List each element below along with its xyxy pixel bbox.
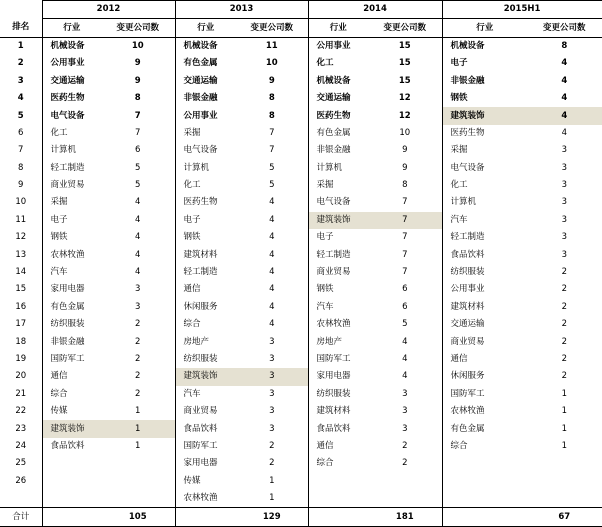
rank-header: 排名 <box>0 19 42 37</box>
industry-cell: 纺织服装 <box>42 316 101 333</box>
total-row <box>0 508 602 526</box>
industry-cell: 公用事业 <box>442 281 527 298</box>
count-cell: 7 <box>402 267 408 278</box>
count-cell: 7 <box>269 127 275 138</box>
count-cell: 1 <box>135 440 141 451</box>
count-cell: 2 <box>135 336 141 347</box>
industry-cell: 计算机 <box>442 194 527 211</box>
count-cell: 1 <box>269 475 275 486</box>
industry-cell <box>442 455 527 472</box>
industry-cell: 农林牧渔 <box>308 316 368 333</box>
count-cell: 8 <box>134 93 141 104</box>
industry-cell: 电气设备 <box>442 160 527 177</box>
count-cell: 10 <box>399 127 411 138</box>
count-cell: 3 <box>527 142 602 159</box>
industry-cell: 综合 <box>42 386 101 403</box>
count-cell: 2 <box>135 319 141 330</box>
count-cell: 2 <box>527 368 602 385</box>
count-cell: 5 <box>135 180 141 191</box>
count-cell: 3 <box>236 368 308 385</box>
industry-cell: 食品饮料 <box>308 420 368 437</box>
industry-cell: 房地产 <box>175 333 236 350</box>
industry-cell: 采掘 <box>308 177 368 194</box>
count-cell: 3 <box>527 160 602 177</box>
total-2014: 181 <box>368 508 442 526</box>
count-cell: 2 <box>527 281 602 298</box>
count-cell: 6 <box>402 301 408 312</box>
table-row <box>0 473 602 490</box>
industry-cell: 采掘 <box>42 194 101 211</box>
rank-cell: 19 <box>15 354 27 364</box>
count-cell: 3 <box>527 229 602 246</box>
count-cell: 2 <box>402 458 408 469</box>
industry-cell: 国防军工 <box>42 351 101 368</box>
count-cell: 3 <box>135 284 141 295</box>
table-row <box>0 194 602 211</box>
count-cell: 15 <box>398 58 411 69</box>
count-cell: 4 <box>402 354 408 364</box>
count-cell: 4 <box>402 336 408 347</box>
industry-cell: 非银金融 <box>308 142 368 159</box>
rank-cell: 5 <box>17 110 24 121</box>
count-cell: 1 <box>527 438 602 455</box>
industry-cell: 通信 <box>175 281 236 298</box>
industry-cell: 轻工制造 <box>442 229 527 246</box>
count-cell: 3 <box>269 388 275 399</box>
table-row <box>0 229 602 246</box>
count-cell: 4 <box>135 197 141 208</box>
table-row <box>0 490 602 508</box>
count-cell: 4 <box>269 197 275 208</box>
industry-cell: 机械设备 <box>442 37 527 55</box>
industry-cell <box>442 490 527 508</box>
count-cell: 9 <box>402 145 408 156</box>
industry-cell: 公用事业 <box>175 107 236 124</box>
count-cell: 2 <box>527 299 602 316</box>
industry-cell: 有色金属 <box>308 125 368 142</box>
count-cell: 1 <box>135 406 141 417</box>
industry-cell: 建筑装饰 <box>442 107 527 124</box>
count-cell <box>527 473 602 490</box>
table-row <box>0 351 602 368</box>
count-cell: 9 <box>402 162 408 173</box>
industry-cell <box>42 455 101 472</box>
count-cell: 4 <box>402 371 408 382</box>
table-row <box>0 438 602 455</box>
industry-cell: 医药生物 <box>308 107 368 124</box>
count-cell: 4 <box>527 73 602 90</box>
table-row <box>0 90 602 107</box>
count-cell: 4 <box>269 232 275 243</box>
rank-cell: 25 <box>15 458 27 469</box>
count-cell: 3 <box>527 212 602 229</box>
industry-cell: 钢铁 <box>308 281 368 298</box>
rank-cell: 12 <box>15 232 27 243</box>
rank-cell: 4 <box>17 93 24 104</box>
count-cell <box>527 455 602 472</box>
industry-cell: 休闲服务 <box>442 368 527 385</box>
total-label: 合计 <box>0 508 42 526</box>
rank-cell: 11 <box>15 214 27 225</box>
table-row <box>0 386 602 403</box>
industry-cell <box>42 490 101 508</box>
count-cell <box>368 473 442 490</box>
count-cell: 12 <box>398 93 411 104</box>
industry-cell: 汽车 <box>175 386 236 403</box>
industry-cell: 化工 <box>442 177 527 194</box>
count-cell: 4 <box>527 107 602 124</box>
count-cell: 15 <box>398 75 411 86</box>
industry-cell: 采掘 <box>175 125 236 142</box>
industry-cell: 房地产 <box>308 333 368 350</box>
industry-cell: 食品饮料 <box>175 420 236 437</box>
count-cell: 9 <box>134 75 141 86</box>
count-cell: 2 <box>527 351 602 368</box>
industry-cell: 汽车 <box>442 212 527 229</box>
industry-cell: 轻工制造 <box>42 160 101 177</box>
count-cell: 11 <box>265 40 278 51</box>
count-cell: 3 <box>402 406 408 417</box>
year-2014: 2014 <box>308 1 442 19</box>
count-cell <box>527 490 602 508</box>
count-cell: 2 <box>135 388 141 399</box>
count-cell: 8 <box>402 180 408 191</box>
total-spacer <box>308 508 368 526</box>
count-cell: 7 <box>368 212 442 229</box>
industry-cell: 通信 <box>308 438 368 455</box>
count-cell: 2 <box>527 316 602 333</box>
table-body <box>0 37 602 508</box>
count-cell: 5 <box>269 180 275 191</box>
industry-cell: 电子 <box>42 212 101 229</box>
industry-cell: 国防军工 <box>175 438 236 455</box>
industry-cell: 家用电器 <box>308 368 368 385</box>
count-cell: 4 <box>135 214 141 225</box>
count-cell: 4 <box>269 319 275 330</box>
rank-cell: 6 <box>18 127 24 138</box>
count-cell: 1 <box>527 403 602 420</box>
count-cell: 2 <box>135 371 141 382</box>
rank-cell <box>0 490 42 508</box>
count-cell: 4 <box>269 214 275 225</box>
count-cell: 8 <box>527 37 602 55</box>
count-cell: 4 <box>269 249 275 260</box>
rank-cell: 13 <box>15 249 27 260</box>
industry-cell: 农林牧渔 <box>175 490 236 508</box>
table-row <box>0 37 602 55</box>
industry-cell: 食品饮料 <box>42 438 101 455</box>
count-cell: 9 <box>134 58 141 69</box>
table-row <box>0 455 602 472</box>
count-cell: 6 <box>402 284 408 295</box>
rank-cell: 1 <box>17 40 24 51</box>
count-header: 变更公司数 <box>101 19 175 37</box>
industry-header: 行业 <box>442 19 527 37</box>
count-cell <box>101 455 175 472</box>
count-cell: 2 <box>402 440 408 451</box>
count-cell: 3 <box>269 423 275 434</box>
industry-cell: 建筑材料 <box>175 246 236 263</box>
industry-cell: 钢铁 <box>42 229 101 246</box>
table-row <box>0 107 602 124</box>
rank-cell: 3 <box>17 75 24 86</box>
industry-cell: 传媒 <box>175 473 236 490</box>
count-cell: 3 <box>269 406 275 417</box>
count-cell: 4 <box>269 301 275 312</box>
industry-cell: 公用事业 <box>42 55 101 72</box>
count-cell: 4 <box>527 55 602 72</box>
industry-cell: 汽车 <box>42 264 101 281</box>
count-cell: 3 <box>402 388 408 399</box>
rank-cell: 2 <box>17 58 24 69</box>
industry-cell: 建筑装饰 <box>175 368 236 385</box>
industry-cell: 建筑材料 <box>308 403 368 420</box>
count-cell: 2 <box>527 264 602 281</box>
industry-cell: 有色金属 <box>175 55 236 72</box>
industry-cell: 交通运输 <box>42 73 101 90</box>
industry-cell: 农林牧渔 <box>42 246 101 263</box>
table-row <box>0 368 602 385</box>
table-row <box>0 299 602 316</box>
industry-cell: 采掘 <box>442 142 527 159</box>
count-cell: 1 <box>527 386 602 403</box>
count-cell: 4 <box>527 90 602 107</box>
industry-cell: 汽车 <box>308 299 368 316</box>
year-2013: 2013 <box>175 1 308 19</box>
industry-cell: 休闲服务 <box>175 299 236 316</box>
industry-cell: 商业贸易 <box>175 403 236 420</box>
count-cell: 5 <box>402 319 408 330</box>
count-cell: 1 <box>527 420 602 437</box>
industry-cell: 农林牧渔 <box>442 403 527 420</box>
industry-cell <box>308 490 368 508</box>
industry-cell <box>42 473 101 490</box>
industry-cell: 化工 <box>42 125 101 142</box>
table-row <box>0 177 602 194</box>
rank-cell: 18 <box>15 336 27 347</box>
industry-cell: 传媒 <box>42 403 101 420</box>
count-header: 变更公司数 <box>236 19 308 37</box>
industry-cell: 通信 <box>442 351 527 368</box>
count-cell: 7 <box>402 249 408 260</box>
industry-header: 行业 <box>308 19 368 37</box>
rank-cell: 16 <box>15 301 27 312</box>
count-header: 变更公司数 <box>527 19 602 37</box>
industry-cell: 综合 <box>442 438 527 455</box>
table-row <box>0 281 602 298</box>
year-2012: 2012 <box>42 1 175 19</box>
count-cell: 3 <box>527 246 602 263</box>
rank-cell: 17 <box>15 319 27 330</box>
total-2015h1: 67 <box>527 508 602 526</box>
industry-cell: 国防军工 <box>308 351 368 368</box>
industry-cell: 纺织服装 <box>308 386 368 403</box>
count-cell: 5 <box>269 162 275 173</box>
count-cell: 1 <box>269 493 275 504</box>
industry-cell: 电子 <box>175 212 236 229</box>
count-cell: 2 <box>527 333 602 350</box>
table-row <box>0 246 602 263</box>
industry-cell: 非银金融 <box>42 333 101 350</box>
industry-cell: 建筑装饰 <box>42 420 101 437</box>
industry-cell: 计算机 <box>175 160 236 177</box>
count-cell: 7 <box>402 197 408 208</box>
count-cell: 5 <box>135 162 141 173</box>
industry-header: 行业 <box>42 19 101 37</box>
total-spacer <box>42 508 101 526</box>
industry-cell: 电气设备 <box>308 194 368 211</box>
industry-cell: 纺织服装 <box>175 351 236 368</box>
count-cell: 12 <box>398 110 411 121</box>
table-row <box>0 55 602 72</box>
count-cell <box>101 490 175 508</box>
industry-cell: 纺织服装 <box>442 264 527 281</box>
rank-cell: 10 <box>15 197 27 208</box>
industry-cell: 化工 <box>308 55 368 72</box>
industry-cell: 国防军工 <box>442 386 527 403</box>
count-cell: 6 <box>135 145 141 156</box>
count-cell: 3 <box>135 301 141 312</box>
industry-cell: 电气设备 <box>175 142 236 159</box>
industry-cell: 食品饮料 <box>442 246 527 263</box>
industry-cell: 建筑装饰 <box>308 212 368 229</box>
count-cell: 8 <box>268 93 275 104</box>
table-row <box>0 316 602 333</box>
industry-cell: 交通运输 <box>308 90 368 107</box>
count-cell: 2 <box>269 440 275 451</box>
industry-cell: 轻工制造 <box>175 264 236 281</box>
count-cell: 10 <box>265 58 278 69</box>
count-cell <box>101 473 175 490</box>
table-row <box>0 73 602 90</box>
rank-cell: 26 <box>15 475 27 486</box>
count-cell: 7 <box>135 127 141 138</box>
count-cell: 3 <box>527 177 602 194</box>
industry-cell: 钢铁 <box>442 90 527 107</box>
industry-cell: 商业贸易 <box>42 177 101 194</box>
table-row <box>0 403 602 420</box>
corner-cell <box>0 1 42 19</box>
count-cell: 8 <box>268 110 275 121</box>
count-cell: 2 <box>135 354 141 364</box>
count-cell: 3 <box>527 194 602 211</box>
industry-cell: 化工 <box>175 177 236 194</box>
industry-cell: 钢铁 <box>175 229 236 246</box>
industry-cell: 计算机 <box>42 142 101 159</box>
rank-cell: 14 <box>15 267 27 278</box>
count-header: 变更公司数 <box>368 19 442 37</box>
industry-cell: 家用电器 <box>42 281 101 298</box>
industry-cell: 有色金属 <box>442 420 527 437</box>
industry-cell: 电子 <box>308 229 368 246</box>
total-spacer <box>442 508 527 526</box>
count-cell: 7 <box>402 232 408 243</box>
industry-cell: 电气设备 <box>42 107 101 124</box>
industry-cell: 交通运输 <box>175 73 236 90</box>
industry-cell: 电子 <box>442 55 527 72</box>
count-cell: 4 <box>135 249 141 260</box>
count-cell <box>368 490 442 508</box>
count-cell: 7 <box>269 145 275 156</box>
industry-cell: 交通运输 <box>442 316 527 333</box>
table-row <box>0 420 602 437</box>
industry-cell: 商业贸易 <box>308 264 368 281</box>
count-cell: 4 <box>135 267 141 278</box>
industry-cell: 非银金融 <box>175 90 236 107</box>
table-row <box>0 333 602 350</box>
total-2012: 105 <box>101 508 175 526</box>
count-cell: 7 <box>134 110 141 121</box>
rank-cell: 8 <box>18 162 24 173</box>
industry-header: 行业 <box>175 19 236 37</box>
count-cell: 3 <box>269 336 275 347</box>
year-2015h1: 2015H1 <box>442 1 602 19</box>
industry-cell: 综合 <box>308 455 368 472</box>
count-cell: 2 <box>269 458 275 469</box>
industry-cell: 有色金属 <box>42 299 101 316</box>
total-2013: 129 <box>236 508 308 526</box>
industry-cell: 商业贸易 <box>442 333 527 350</box>
count-cell: 15 <box>398 40 411 51</box>
rank-cell: 15 <box>15 284 27 295</box>
rank-cell: 22 <box>15 406 27 417</box>
count-cell: 9 <box>268 75 275 86</box>
count-cell: 4 <box>135 232 141 243</box>
industry-cell: 计算机 <box>308 160 368 177</box>
column-header-row <box>0 19 602 37</box>
rank-cell: 23 <box>15 423 27 434</box>
industry-cell <box>308 473 368 490</box>
count-cell: 3 <box>402 423 408 434</box>
count-cell: 4 <box>269 267 275 278</box>
industry-cell: 医药生物 <box>175 194 236 211</box>
table-row <box>0 264 602 281</box>
industry-cell: 机械设备 <box>175 37 236 55</box>
industry-cell: 公用事业 <box>308 37 368 55</box>
rank-cell: 9 <box>18 180 24 191</box>
industry-cell <box>442 473 527 490</box>
industry-cell: 轻工制造 <box>308 246 368 263</box>
count-cell: 10 <box>131 40 144 51</box>
count-cell: 4 <box>269 284 275 295</box>
rank-cell: 21 <box>15 388 27 399</box>
count-cell: 4 <box>527 125 602 142</box>
industry-cell: 通信 <box>42 368 101 385</box>
rank-cell: 7 <box>18 145 24 156</box>
table-row <box>0 160 602 177</box>
industry-cell: 非银金融 <box>442 73 527 90</box>
rank-cell: 20 <box>15 371 27 382</box>
table-row <box>0 212 602 229</box>
rank-cell: 24 <box>15 440 27 451</box>
table-row <box>0 142 602 159</box>
industry-cell: 医药生物 <box>442 125 527 142</box>
industry-cell: 建筑材料 <box>442 299 527 316</box>
count-cell: 1 <box>101 420 175 437</box>
table-row <box>0 125 602 142</box>
year-header-row <box>0 1 602 19</box>
industry-cell: 医药生物 <box>42 90 101 107</box>
industry-cell: 家用电器 <box>175 455 236 472</box>
industry-cell: 机械设备 <box>42 37 101 55</box>
industry-cell: 机械设备 <box>308 73 368 90</box>
count-cell: 3 <box>269 354 275 364</box>
total-spacer <box>175 508 236 526</box>
industry-cell: 综合 <box>175 316 236 333</box>
